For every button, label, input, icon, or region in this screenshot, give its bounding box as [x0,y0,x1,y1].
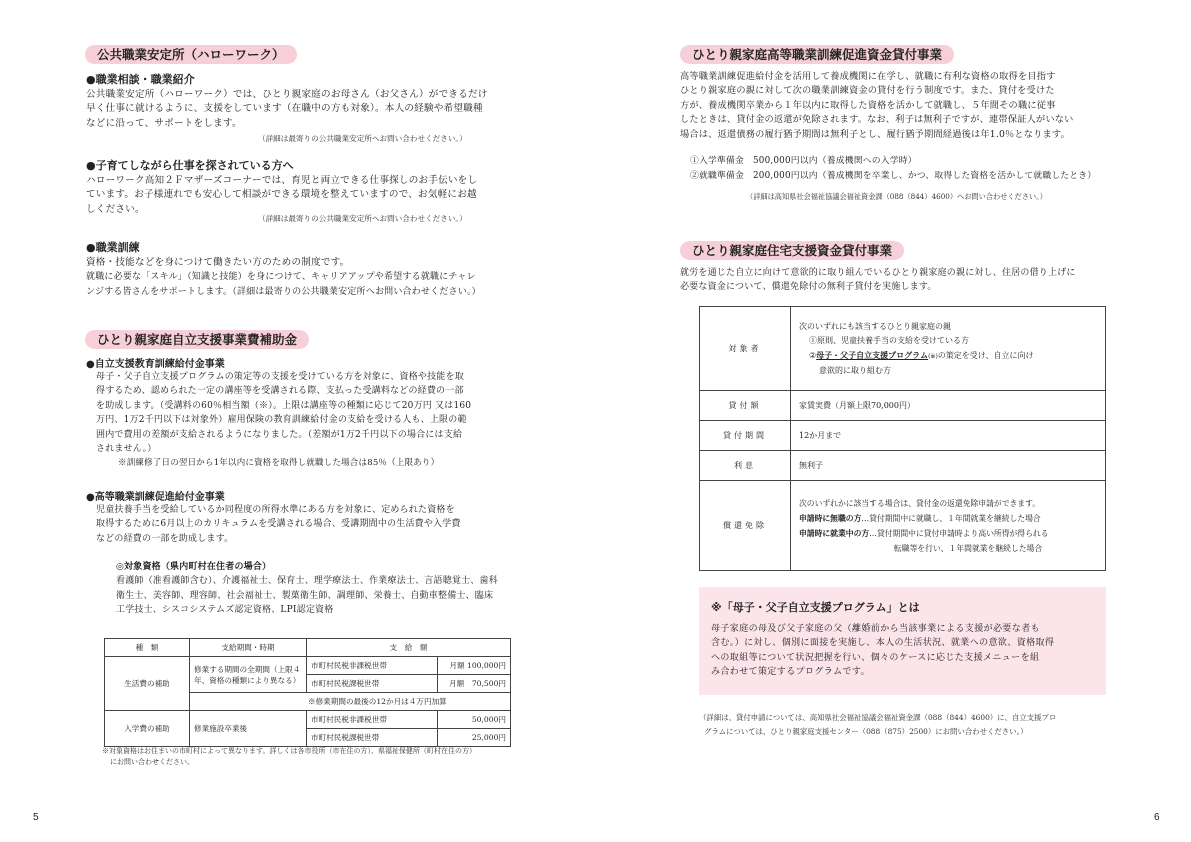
table-row [700,421,1106,451]
parenting-job-text [86,174,516,217]
text-line: 囲内で費用の差額が支給されるようになりました。（差額が1万2千円以下の場合には支給 [96,429,463,440]
text-line: 工学技士、シスコシステムズ認定資格、LPI認定資格 [116,605,334,616]
jutaku-text [680,266,1110,295]
hellowork-heading: 公共職業安定所（ハローワーク） [85,45,297,64]
text-span: …貸付期間中に就職し、１年間就業を継続した場合 [861,513,1041,523]
text-span: ② [809,350,817,360]
table-cell [791,307,1106,391]
program-explanation-box [699,587,1106,695]
parenting-job-title: ●子育てしながら仕事を探されている方へ [86,159,294,172]
kotou-heading: ひとり親家庭高等職業訓練促進資金貸付事業 [680,45,954,64]
table-cell: 無利子 [791,451,1106,481]
text-line: ています。お子様連れでも安心して相談ができる環境を整えていますので、お気軽にお越 [86,189,477,201]
text-line: み合わせて策定するプログラムです。 [711,667,870,678]
text-line: 就職に必要な「スキル」（知識と技能）を身につけて、キャリアアップや希望する就職にチャレ [86,272,476,283]
text-line: 取得するために6月以上のカリキュラムを受講される場合、受講期間中の生活費や入学費 [96,519,461,530]
text-span: の策定を受け、自立に向け [937,350,1034,360]
table-label: 対象者 [700,307,791,391]
page-number: 6 [1154,812,1160,823]
table-footnote-2: にお問い合わせください。 [110,758,194,766]
right-footnote-2: グラムについては、ひとり親家庭支援センター（088（875）2500）にお問い合わせください。） [704,727,1028,736]
table-footnote-1: ※対象資格はお住まいの市町村によって異なります。詳しくは各市役所（市在住の方）、県福祉保健所（町村在住の方） [102,747,476,755]
table-cell: 50,000円 [438,711,511,729]
list-item: ①入学準備金 500,000円以内（養成機関への入学時） [690,156,917,166]
table-row [700,481,1106,571]
list-item: ②就職準備金 200,000円以内（養成機関を卒業し、かつ、取得した資格を活かして就職したとき） [690,171,1097,181]
text-line [799,511,1097,526]
education-training-title: ●自立支援教育訓練給付金事業 [86,359,225,370]
benefit-table [104,638,511,747]
text-line: 児童扶養手当を受給しているか同程度の所得水準にある方を対象に、定められた資格を [96,505,455,515]
jutaku-heading: ひとり親家庭住宅支援資金貸付事業 [680,241,904,260]
left-page [0,0,595,842]
text-line [799,348,1097,364]
table-header: 種 類 [105,639,190,657]
table-cell: 月額 100,000円 [438,657,511,675]
table-cell: 市町村民税課税世帯 [307,675,438,693]
text-line: 場合は、返還債務の履行猶予期間は無利子とし、履行猶予期間経過後は年1.0％となります。 [680,128,1070,140]
qualification-title: ◎対象資格（県内町村在住者の場合） [116,562,272,572]
text-line: 看護師（准看護師含む）、介護福祉士、保育士、理学療法士、作業療法士、言語聴覚士、歯科 [116,576,498,587]
box-text [711,622,1095,680]
text-line: 就労を通じた自立に向けて意欲的に取り組んでいるひとり親家庭の親に対し、住居の借り上げに [680,268,1076,278]
table-row [105,657,511,675]
program-link-text: 母子・父子自立支援プログラム [816,349,929,360]
text-line: 公共職業安定所（ハローワーク）では、ひとり親家庭のお母さん（お父さん）ができるだけ [86,89,488,100]
text-line: 高等職業訓練促進給付金を活用して養成機関に在学し、就職に有利な資格の取得を目指す [680,71,1056,82]
housing-loan-table [699,306,1106,571]
right-footnote-1: （詳細は、貸付申請については、高知県社会福祉協議会福祉資金課（088（844）4600）に、自立支援プロ [699,713,1057,722]
table-cell: 12か月まで [791,421,1106,451]
table-cell: 生活費の補助 [105,657,190,711]
text-line: 方が、養成機関卒業から１年以内に取得した資格を活かして就職し、５年間その職に従事 [680,99,1056,111]
text-line: 含む。）に対し、個別に面接を実施し、本人の生活状況、就業への意欲、資格取得 [711,638,1055,649]
kotou-text [680,70,1110,142]
text-line: しください。 [86,203,145,215]
text-line [799,526,1097,541]
table-cell: 入学費の補助 [105,711,190,747]
table-cell: 家賃実費（月額上限70,000円） [791,391,1106,421]
education-training-text [96,370,516,471]
text-line: されません。） [96,444,157,455]
table-label: 利息 [700,451,791,481]
vocational-benefit-text [96,503,516,546]
job-consultation-text [86,88,516,131]
table-header: 支給期間・時期 [190,639,307,657]
text-line: への取組等について状況把握を行い、個々のケースに応じた支援メニューを組 [711,652,1040,663]
job-consultation-title: ●職業相談・職業紹介 [86,73,195,86]
table-cell: 市町村民税非課税世帯 [307,657,438,675]
text-line: 意欲的に取り組む方 [819,365,891,375]
table-label: 貸付期間 [700,421,791,451]
text-line: 次のいずれにも該当するひとり親家庭の親 [799,321,951,331]
table-cell [791,481,1106,571]
text-line: 得するため、認められた一定の講座等を受講される際、支払った受講料などの経費の一部 [96,386,464,397]
table-cell: 市町村民税課税世帯 [307,729,438,747]
table-cell: 修業施設卒業後 [190,711,307,747]
table-label: 貸付額 [700,391,791,421]
table-cell: 市町村民税非課税世帯 [307,711,438,729]
jiritsu-heading: ひとり親家庭自立支援事業費補助金 [85,330,309,349]
text-line: ンジする皆さんをサポートします。（詳細は最寄りの公共職業安定所へお問い合わせください。） [86,286,481,297]
text-line: ※訓練修了日の翌日から1年以内に資格を取得し就職した場合は85％（上限あり） [118,458,440,469]
table-row [700,307,1106,391]
text-span: (※) [928,352,938,360]
table-row [700,451,1106,481]
table-row [700,391,1106,421]
text-line: ひとり親家庭の親に対して次の職業訓練資金の貸付を行う制度です。また、貸付を受けた [680,85,1055,97]
table-header: 支 給 額 [307,639,511,657]
table-cell: 月額 70,500円 [438,675,511,693]
text-line: したときは、貸付金の返還が免除されます。なお、利子は無利子ですが、連帯保証人がいない [680,114,1074,126]
kotou-items [690,154,1110,184]
text-line: 資格・技能などを身につけて働きたい方のための制度です。 [86,257,350,268]
hellowork-note-2: （詳細は最寄りの公共職業安定所へお問い合わせください。） [258,214,467,223]
text-span: 申請時に無職の方 [799,513,862,523]
text-line: 衛生士、美容師、理容師、社会福祉士、製菓衛生師、調理師、栄養士、自動車整備士、臨床 [116,590,494,601]
table-header-row [105,639,511,657]
text-line: 必要な資金について、償還免除付の無利子貸付を実施します。 [680,282,937,293]
text-line: ①原則、児童扶養手当の支給を受けている方 [809,335,969,345]
text-line: などの経費の一部を助成します。 [96,533,234,544]
hellowork-note-1: （詳細は最寄りの公共職業安定所へお問い合わせください。） [258,134,467,143]
text-line: 母子家庭の母及び父子家庭の父（離婚前から当該事業による支援が必要な者も [711,624,1041,634]
table-cell: 25,000円 [438,729,511,747]
table-cell: ※修業期間の最後の12か月は４万円加算 [190,693,511,711]
text-line: などに沿って、サポートをします。 [86,117,242,129]
text-line: ハローワーク高知２Ｆマザーズコーナーでは、育児と両立できる仕事探しのお手伝いをし [86,175,478,186]
text-span: 申請時に就業中の方 [799,528,870,538]
qualification-list [116,560,516,618]
text-line: 万円、1万2千円以下は対象外）雇用保険の教育訓練給付金の支給を受ける人も、上限の範 [96,415,467,426]
table-label: 償還免除 [700,481,791,571]
text-line: 早く仕事に就けるように、支援をしています（在職中の方も対象）。本人の経験や希望職種 [86,103,483,115]
text-line: を助成します。（受講料の60％相当額（※）。上限は講座等の種類に応じて20万円 又は160 [96,400,472,411]
page-number: 5 [33,812,39,823]
table-row [105,711,511,729]
kotou-note: （詳細は高知県社会福祉協議会福祉資金課（088（844）4600）へお問い合わせください。） [746,192,1047,201]
vocational-benefit-title: ●高等職業訓練促進給付金事業 [86,492,225,503]
text-line: 次のいずれかに該当する場合は、貸付金の返還免除申請ができます。 [799,498,1041,508]
text-line: 母子・父子自立支援プログラムの策定等の支援を受けている方を対象に、資格や技能を取 [96,372,464,382]
table-cell: 修業する期間の全期間（上限４年、資格の種類により異なる） [190,657,307,693]
text-span: …貸付期間中に貸付申請時より高い所得が得られる [869,528,1049,538]
box-title: ※「母子・父子自立支援プログラム」とは [711,601,920,614]
vocational-training-title: ●職業訓練 [86,241,140,254]
text-line: 転職等を行い、１年間就業を継続した場合 [894,543,1043,553]
vocational-training-text [86,256,516,299]
